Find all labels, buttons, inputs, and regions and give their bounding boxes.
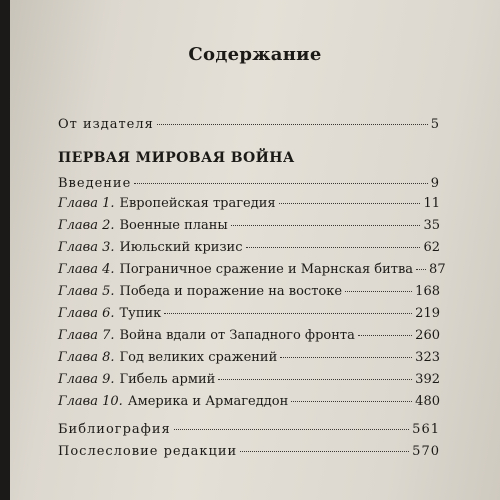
dot-leader <box>291 401 412 402</box>
toc-entry-chapter <box>58 394 440 410</box>
chapter-title: Гибель армий <box>119 372 216 387</box>
toc-entry-page: 561 <box>412 422 440 437</box>
toc-entry-chapter <box>58 262 446 278</box>
chapter-number: Глава 8. <box>58 350 115 365</box>
toc-entry-page: 323 <box>415 350 440 365</box>
toc-entry-page: 9 <box>430 176 440 191</box>
chapter-title: Военные планы <box>119 218 228 233</box>
chapter-number: Глава 6. <box>58 306 115 321</box>
toc-entry-label: От издателя <box>58 117 154 132</box>
toc-entry-bibliography <box>58 422 440 438</box>
dot-leader <box>134 183 427 184</box>
dot-leader <box>164 313 412 314</box>
toc-entry-page: 260 <box>415 328 440 343</box>
toc-entry-page: 87 <box>429 262 446 277</box>
chapter-title: Пограничное сражение и Марнская битва <box>119 262 414 277</box>
toc-entry-page: 570 <box>412 444 440 459</box>
dot-leader <box>246 247 421 248</box>
dot-leader <box>231 225 421 226</box>
toc-entry-intro <box>58 176 440 192</box>
dot-leader <box>279 203 421 204</box>
toc-entry-chapter <box>58 240 440 256</box>
toc-entry-page: 480 <box>415 394 440 409</box>
toc-entry-page: 392 <box>415 372 440 387</box>
toc-entry-publisher <box>58 117 440 133</box>
toc-entry-page: 5 <box>430 117 440 132</box>
toc-entry-label: Послесловие редакции <box>58 444 238 459</box>
chapter-number: Глава 3. <box>58 240 115 255</box>
chapter-title: Год великих сражений <box>119 350 278 365</box>
chapter-number: Глава 5. <box>58 284 115 299</box>
page-title: Содержание <box>188 44 322 65</box>
toc-entry-page: 168 <box>415 284 440 299</box>
chapter-title: Война вдали от Западного фронта <box>119 328 355 343</box>
dot-leader <box>157 124 428 125</box>
toc-entry-label: Библиография <box>58 422 171 437</box>
chapter-number: Глава 2. <box>58 218 115 233</box>
dot-leader <box>218 379 412 380</box>
toc-entry-page: 11 <box>423 196 440 211</box>
dot-leader <box>358 335 412 336</box>
toc-entry-page: 219 <box>415 306 440 321</box>
chapter-title: Победа и поражение на востоке <box>119 284 343 299</box>
dot-leader <box>174 429 409 430</box>
chapter-title: Америка и Армагеддон <box>127 394 289 409</box>
toc-entry-chapter <box>58 372 440 388</box>
dot-leader <box>240 451 409 452</box>
chapter-title: Июльский кризис <box>119 240 243 255</box>
chapter-number: Глава 1. <box>58 196 115 211</box>
toc-entry-chapter <box>58 284 440 300</box>
toc-entry-chapter <box>58 196 440 212</box>
section-title: ПЕРВАЯ МИРОВАЯ ВОЙНА <box>58 150 295 166</box>
chapter-number: Глава 4. <box>58 262 115 277</box>
dot-leader <box>345 291 412 292</box>
dot-leader <box>416 269 426 270</box>
toc-entry-afterword <box>58 444 440 460</box>
chapter-title: Европейская трагедия <box>119 196 276 211</box>
dot-leader <box>280 357 412 358</box>
chapter-number: Глава 10. <box>58 394 123 409</box>
toc-entry-page: 35 <box>423 218 440 233</box>
toc-entry-page: 62 <box>423 240 440 255</box>
chapter-number: Глава 7. <box>58 328 115 343</box>
toc-entry-chapter <box>58 306 440 322</box>
toc-entry-label: Введение <box>58 176 132 191</box>
chapter-number: Глава 9. <box>58 372 115 387</box>
toc-entry-chapter <box>58 350 440 366</box>
chapter-title: Тупик <box>119 306 162 321</box>
toc-entry-chapter <box>58 328 440 344</box>
toc-entry-chapter <box>58 218 440 234</box>
